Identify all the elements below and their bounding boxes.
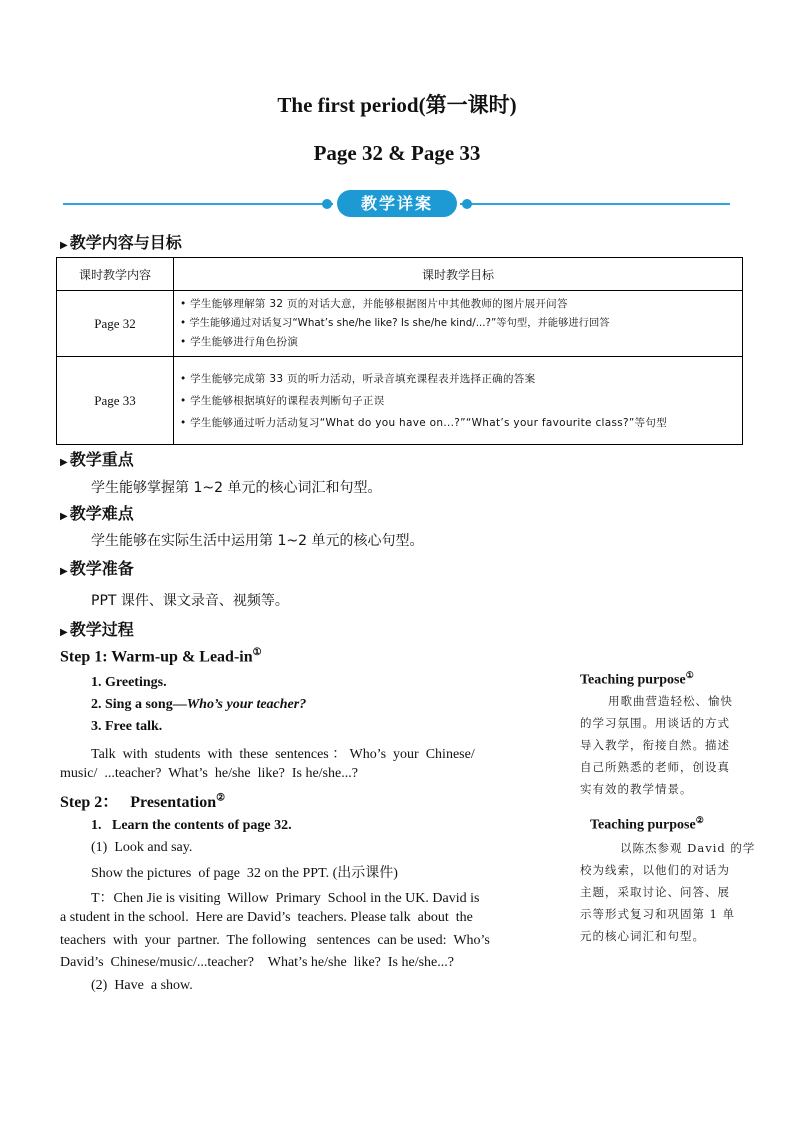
side-line: 用歌曲营造轻松、愉快 [608,694,733,708]
goal-item: • 学生能够通过听力活动复习“What do you have on...?”“What’s your favourite class?”等句型 [180,416,668,429]
step1-item: 3. Free talk. [91,719,163,734]
key-points-text: 学生能够掌握第 1~2 单元的核心词汇和句型。 [91,480,382,496]
goal-item: • 学生能够进行角色扮演 [180,336,299,348]
side-line: 实有效的教学情景。 [580,782,693,796]
teaching-purpose-1-title: Teaching purpose① [580,670,694,688]
step2-heading: Step 2： Presentation② [60,792,226,811]
section-banner: 教学详案 [337,190,457,217]
triangle-bullet-icon: ▶ [60,457,68,468]
table-header-row [57,258,743,291]
side-line: 元的核心词汇和句型。 [580,929,705,943]
table-row [57,291,743,357]
side-line: 示等形式复习和巩固第 1 单 [580,907,736,921]
difficulties-text: 学生能够在实际生活中运用第 1~2 单元的核心句型。 [91,533,424,549]
triangle-bullet-icon: ▶ [60,627,68,638]
table-cell-page: Page 33 [57,357,174,445]
step2-sub-item: (1) Look and say. [91,840,193,855]
table-cell-page: Page 32 [57,291,174,357]
banner-dot-left [322,199,332,209]
table-header-cell: 课时教学目标 [174,258,743,291]
table-cell-goals [174,291,743,357]
side-line: 主题，采取讨论、问答、展 [580,885,730,899]
step2-item: 1. Learn the contents of page 32. [91,818,292,833]
triangle-bullet-icon: ▶ [60,566,68,577]
teaching-purpose-1-text [580,690,780,800]
table-cell-goals [174,357,743,445]
banner-dot-right [462,199,472,209]
step1-item: 2. Sing a song—Who’s your teacher? [91,697,307,712]
teaching-purpose-2-text [580,837,785,947]
side-line: 自己所熟悉的老师，创设真 [580,760,730,774]
page-subtitle: Page 32 & Page 33 [313,141,481,165]
table-row [57,357,743,445]
page-title: The first period(第一课时) [277,93,517,117]
step1-paragraph-line: Talk with students with these sentences ： Who’s your Chinese/ [91,747,475,762]
step2-line: teachers with your partner. The following sentences can be used: Who’s [60,933,490,948]
section-heading-difficulties: ▶ 教学难点 [60,504,134,523]
step2-line: David’s Chinese/music/...teacher? What’s he/she like? Is he/she...? [60,955,454,970]
side-line: 以陈杰参观 David 的学 [620,841,756,855]
side-line: 校为线索，以他们的对话为 [580,863,730,877]
goal-item: • 学生能够通过对话复习“What’s she/he like? Is she/he kind/...?”等句型，并能够进行回答 [180,317,610,329]
banner-line-left [63,203,333,205]
table-header-cell: 课时教学内容 [57,258,174,291]
triangle-bullet-icon: ▶ [60,511,68,522]
triangle-bullet-icon: ▶ [60,240,68,251]
goal-item: • 学生能够根据填好的课程表判断句子正误 [180,394,385,407]
step2-line: Show the pictures of page 32 on the PPT. (出示课件) [91,866,398,881]
goal-item: • 学生能够完成第 33 页的听力活动，听录音填充课程表并选择正确的答案 [180,372,536,385]
step1-item: 1. Greetings. [91,675,167,690]
step1-heading: Step 1: Warm-up & Lead-in① [60,647,262,666]
section-heading-key-points: ▶ 教学重点 [60,450,134,469]
step2-line: a student in the school. Here are David’s teachers. Please talk about the [60,910,473,925]
objectives-table [56,257,743,445]
step2-line: T：Chen Jie is visiting Willow Primary School in the UK. David is [91,891,480,906]
side-line: 的学习氛围。用谈话的方式 [580,716,730,730]
banner-line-right [460,203,730,205]
goal-item: • 学生能够理解第 32 页的对话大意，并能够根据图片中其他教师的图片展开问答 [180,298,568,310]
side-line: 导入教学，衔接自然。描述 [580,738,730,752]
step2-sub-item: (2) Have a show. [91,978,193,993]
section-heading-process: ▶ 教学过程 [60,620,134,639]
teaching-purpose-2-title: Teaching purpose② [590,815,704,833]
section-heading-content-goals: ▶ 教学内容与目标 [60,233,182,252]
section-heading-preparation: ▶ 教学准备 [60,559,134,578]
step1-paragraph-line: music/ ...teacher? What’s he/she like? Is he/she...? [60,766,358,781]
preparation-text: PPT 课件、课文录音、视频等。 [91,593,289,609]
